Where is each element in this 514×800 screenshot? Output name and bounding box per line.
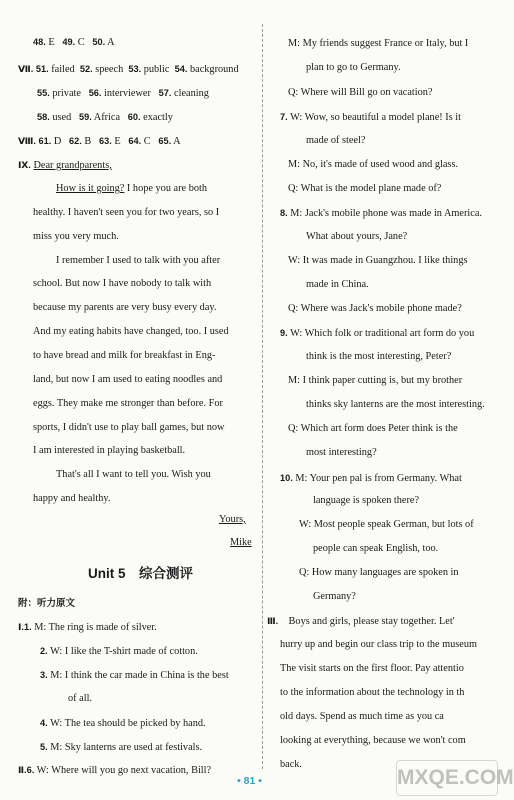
transcript-line: Q: Which art form does Peter think is the [288,423,458,434]
transcript-line: made of steel? [306,135,366,146]
transcript-line: thinks sky lanterns are the most interesting. [306,399,485,410]
unit-title: Unit 5 综合测评 [88,566,194,581]
answer: D [53,136,62,147]
letter-line: And my eating habits have changed, too. I used [33,326,229,337]
q-num: 55. [37,88,50,98]
answer: exactly [143,112,173,123]
answer: E [48,37,55,48]
q-num: 54. [174,64,188,74]
answer: cleaning [174,88,209,99]
section-label: Ⅸ. [18,160,31,170]
answer: A [173,136,181,147]
letter-line: healthy. I haven't seen you for two years, so I [33,207,220,218]
letter-line: land, but now I am used to eating noodles and [33,374,223,385]
listening-item-6: Ⅱ.6. W: Where will you go next vacation, Bill? [18,765,212,776]
answer: speech [95,64,124,75]
appendix-heading: 附：听力原文 [18,598,76,609]
transcript-line: Q: Where will Bill go on vacation? [288,87,433,98]
transcript-item-10: 10. M: Your pen pal is from Germany. What [280,473,462,484]
q-num: 63. [99,136,112,146]
page-number: • 81 • [237,775,262,787]
transcript-line: W: Most people speak German, but lots of [299,519,474,530]
transcript-line: language is spoken there? [313,495,420,506]
transcript-line: plan to go to Germany. [306,62,401,73]
answer: C [143,136,151,147]
transcript-line: hurry up and begin our class trip to the museum [280,639,478,650]
q-num: 65. [158,136,172,146]
letter-line: I am interested in playing basketball. [33,445,186,456]
answer-row-58-60 [37,110,173,125]
q-num: 59. [78,112,92,122]
transcript-line: made in China. [306,279,369,290]
letter-line: miss you very much. [33,231,119,242]
answer: A [107,37,115,48]
answer: E [114,136,121,147]
listening-item-3: 3. M: I think the car made in China is the best [40,670,229,681]
answer: C [77,37,85,48]
letter-line: school. But now I have nobody to talk with [33,278,212,289]
transcript-line: M: My friends suggest France or Italy, but I [288,38,469,49]
letter-greeting: Dear grandparents, [33,160,112,171]
transcript-line: W: It was made in Guangzhou. I like things [288,255,468,266]
letter-line: How is it going? I hope you are both [56,183,207,194]
transcript-line: Q: How many languages are spoken in [299,567,459,578]
transcript-line: What about yours, Jane? [306,231,408,242]
listening-item-2: 2. W: I like the T-shirt made of cotton. [40,646,198,657]
transcript-item-8: 8. M: Jack's mobile phone was made in America. [280,208,482,219]
q-num: 51. [35,64,49,74]
q-num: 57. [158,88,172,98]
q-num: 48. [33,37,46,47]
answer: background [190,64,239,75]
q-num: 53. [128,64,142,74]
transcript-line: to the information about the technology in th [280,687,465,698]
watermark-logo: MXQE.COM [396,760,498,796]
column-divider [262,24,263,769]
letter-line: I remember I used to talk with you after [56,255,221,266]
transcript-item-7: 7. W: Wow, so beautiful a model plane! Is it [280,112,461,123]
answer: failed [51,64,75,75]
answer-row-48-50 [33,35,115,50]
answer-row-51-54 [18,62,239,77]
answer: interviewer [104,88,151,99]
letter-closing: Yours, [219,514,246,525]
listening-item-4: 4. W: The tea should be picked by hand. [40,718,206,729]
transcript-line: people can speak English, too. [313,543,439,554]
transcript-line: Q: What is the model plane made of? [288,183,442,194]
answer: Africa [93,112,121,123]
q-num: 52. [79,64,93,74]
transcript-line: Q: Where was Jack's mobile phone made? [288,303,462,314]
answer: private [52,88,81,99]
answer: used [52,112,72,123]
q-num: 50. [92,37,106,47]
letter-line: because my parents are very busy every day. [33,302,217,313]
section-label: Ⅷ. [18,136,36,146]
letter-line: sports, I didn't use to play ball games, but now [33,422,225,433]
letter-line: eggs. They make me stronger than before. For [33,398,223,409]
answer: public [143,64,170,75]
letter-line: happy and healthy. [33,493,111,504]
answer-row-55-57 [37,86,209,101]
answer-row-61-65 [18,134,181,149]
listening-item-3-cont: of all. [68,693,93,704]
q-num: 62. [69,136,82,146]
q-num: 61. [38,136,52,146]
q-num: 49. [62,37,76,47]
transcript-line: old days. Spend as much time as you ca [280,711,444,722]
transcript-line: think is the most interesting, Peter? [306,351,452,362]
listening-item-5: 5. M: Sky lanterns are used at festivals. [40,742,203,753]
answer: B [84,136,92,147]
q-num: 64. [128,136,142,146]
transcript-line: M: I think paper cutting is, but my brother [288,375,463,386]
transcript-line: The visit starts on the first floor. Pay attentio [280,663,464,674]
letter-line: to have bread and milk for breakfast in Eng- [33,350,216,361]
listening-item-1: Ⅰ.1. M: The ring is made of silver. [18,622,157,633]
transcript-line: back. [280,759,303,770]
q-num: 60. [127,112,141,122]
q-num: 58. [37,112,50,122]
letter-signature: Mike [230,537,252,548]
transcript-section-3: Ⅲ. Boys and girls, please stay together. Let' [267,616,455,627]
letter-greeting-row [18,158,112,173]
q-num: 56. [88,88,102,98]
transcript-line: Germany? [313,591,356,602]
transcript-line: most interesting? [306,447,377,458]
transcript-item-9: 9. W: Which folk or traditional art form do you [280,328,475,339]
section-label: Ⅶ. [18,64,34,74]
letter-line: That's all I want to tell you. Wish you [56,469,211,480]
transcript-line: M: No, it's made of used wood and glass. [288,159,459,170]
transcript-line: looking at everything, because we won't com [280,735,466,746]
